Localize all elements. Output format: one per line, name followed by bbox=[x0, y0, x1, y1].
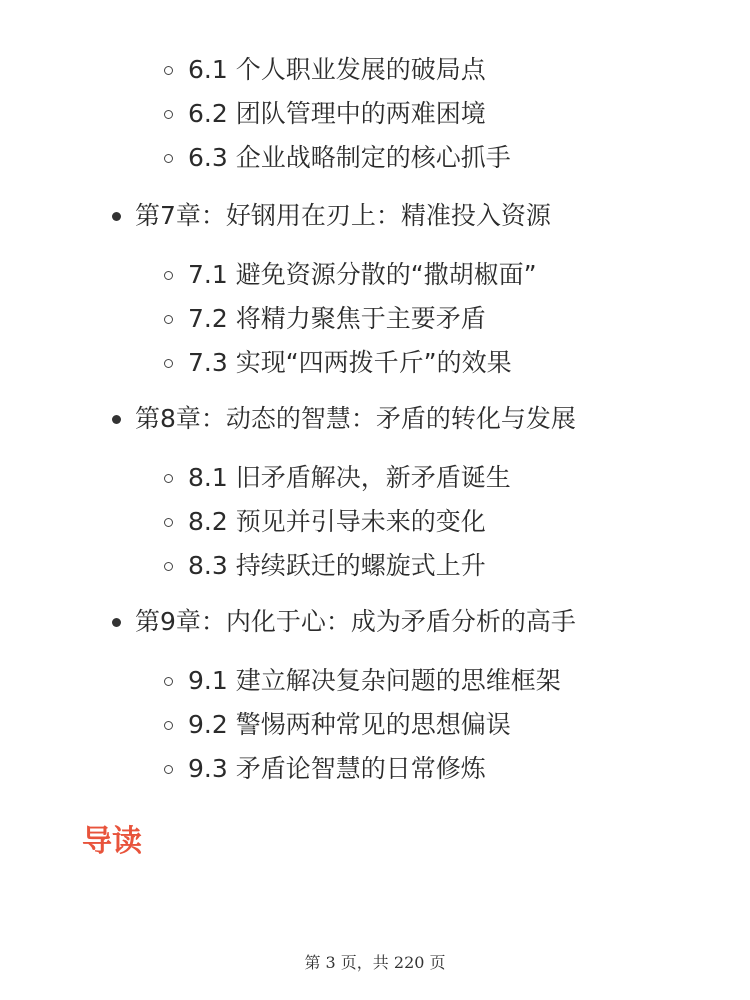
filled-bullet-icon bbox=[112, 415, 121, 424]
chapter-8-subsection-list bbox=[0, 456, 750, 588]
subsection-label: 7.1 避免资源分散的“撒胡椒面” bbox=[188, 260, 537, 289]
subsection-label: 6.2 团队管理中的两难困境 bbox=[188, 99, 486, 128]
subsection-label: 6.1 个人职业发展的破局点 bbox=[188, 55, 486, 84]
subsection-label: 8.2 预见并引导未来的变化 bbox=[188, 507, 486, 536]
chapter-title: 第9章：内化于心：成为矛盾分析的高手 bbox=[135, 607, 576, 636]
subsection-label: 8.3 持续跃迁的螺旋式上升 bbox=[188, 551, 486, 580]
subsection-item bbox=[0, 544, 750, 588]
section-heading: 导读 bbox=[82, 824, 142, 859]
subsection-item bbox=[0, 456, 750, 500]
hollow-bullet-icon bbox=[164, 474, 173, 483]
hollow-bullet-icon bbox=[164, 110, 173, 119]
subsection-item bbox=[0, 136, 750, 180]
subsection-label: 9.2 警惕两种常见的思想偏误 bbox=[188, 710, 511, 739]
page-number-footer: 第 3 页，共 220 页 bbox=[304, 953, 446, 972]
chapter-9-subsection-list bbox=[0, 659, 750, 791]
hollow-bullet-icon bbox=[164, 359, 173, 368]
subsection-label: 7.3 实现“四两拨千斤”的效果 bbox=[188, 348, 512, 377]
hollow-bullet-icon bbox=[164, 518, 173, 527]
subsection-item bbox=[0, 341, 750, 385]
subsection-item bbox=[0, 297, 750, 341]
chapter-title: 第7章：好钢用在刃上：精准投入资源 bbox=[135, 201, 551, 230]
hollow-bullet-icon bbox=[164, 315, 173, 324]
subsection-item bbox=[0, 92, 750, 136]
chapter-6-subsection-list bbox=[0, 48, 750, 180]
chapter-8-block bbox=[0, 397, 750, 588]
subsection-label: 9.1 建立解决复杂问题的思维框架 bbox=[188, 666, 561, 695]
chapter-item bbox=[0, 194, 750, 238]
subsection-item bbox=[0, 703, 750, 747]
subsection-label: 6.3 企业战略制定的核心抓手 bbox=[188, 143, 511, 172]
chapter-item bbox=[0, 600, 750, 644]
subsection-item bbox=[0, 500, 750, 544]
hollow-bullet-icon bbox=[164, 765, 173, 774]
subsection-label: 7.2 将精力聚焦于主要矛盾 bbox=[188, 304, 486, 333]
hollow-bullet-icon bbox=[164, 677, 173, 686]
hollow-bullet-icon bbox=[164, 154, 173, 163]
hollow-bullet-icon bbox=[164, 271, 173, 280]
subsection-item bbox=[0, 48, 750, 92]
subsection-item bbox=[0, 747, 750, 791]
filled-bullet-icon bbox=[112, 212, 121, 221]
subsection-item bbox=[0, 253, 750, 297]
chapter-item bbox=[0, 397, 750, 441]
chapter-7-block bbox=[0, 194, 750, 385]
chapter-9-block bbox=[0, 600, 750, 791]
chapter-title: 第8章：动态的智慧：矛盾的转化与发展 bbox=[135, 404, 576, 433]
hollow-bullet-icon bbox=[164, 721, 173, 730]
hollow-bullet-icon bbox=[164, 562, 173, 571]
filled-bullet-icon bbox=[112, 618, 121, 627]
subsection-item bbox=[0, 659, 750, 703]
chapter-7-subsection-list bbox=[0, 253, 750, 385]
hollow-bullet-icon bbox=[164, 66, 173, 75]
subsection-label: 9.3 矛盾论智慧的日常修炼 bbox=[188, 754, 486, 783]
subsection-label: 8.1 旧矛盾解决，新矛盾诞生 bbox=[188, 463, 511, 492]
